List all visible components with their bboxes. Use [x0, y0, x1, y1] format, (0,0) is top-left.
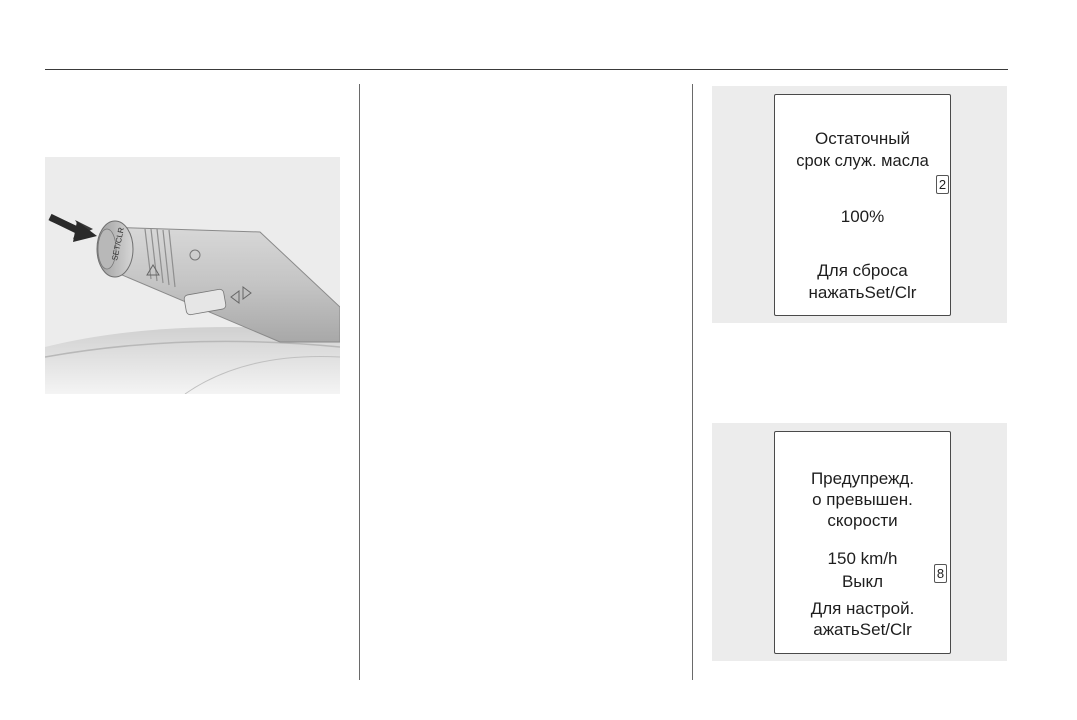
lever-label: SET/CLR — [110, 226, 126, 262]
column-divider-right — [692, 84, 693, 680]
speed-warning-status: Выкл — [841, 572, 884, 591]
oil-life-title-line2: срок служ. масла — [796, 152, 929, 170]
oil-life-display-panel — [712, 86, 1007, 323]
oil-life-action-line1: Для сброса — [817, 261, 908, 280]
oil-life-screen — [774, 94, 951, 316]
oil-life-title-line1: Остаточный — [814, 129, 911, 148]
column-divider-left — [359, 84, 360, 680]
speed-warning-screen — [774, 431, 951, 654]
speed-warning-action-line2: ажатьSet/Clr — [813, 620, 912, 639]
speed-warning-display-panel — [712, 423, 1007, 661]
turn-signal-lever-illustration — [45, 157, 340, 394]
speed-warning-title-line3: скорости — [827, 511, 898, 530]
arrow-right-icon — [50, 215, 97, 242]
page-indicator: 8 — [934, 564, 947, 583]
oil-life-value: 100% — [840, 207, 885, 226]
page-indicator: 2 — [936, 175, 949, 194]
header-rule — [45, 69, 1008, 70]
speed-warning-title-line2: о превышен. — [812, 490, 913, 509]
oil-life-action-line2: нажатьSet/Clr — [808, 283, 917, 302]
speed-warning-title-line1: Предупрежд. — [810, 469, 915, 488]
speed-warning-action-line1: Для настрой. — [810, 599, 915, 618]
speed-warning-speed: 150 km/h — [827, 549, 898, 568]
